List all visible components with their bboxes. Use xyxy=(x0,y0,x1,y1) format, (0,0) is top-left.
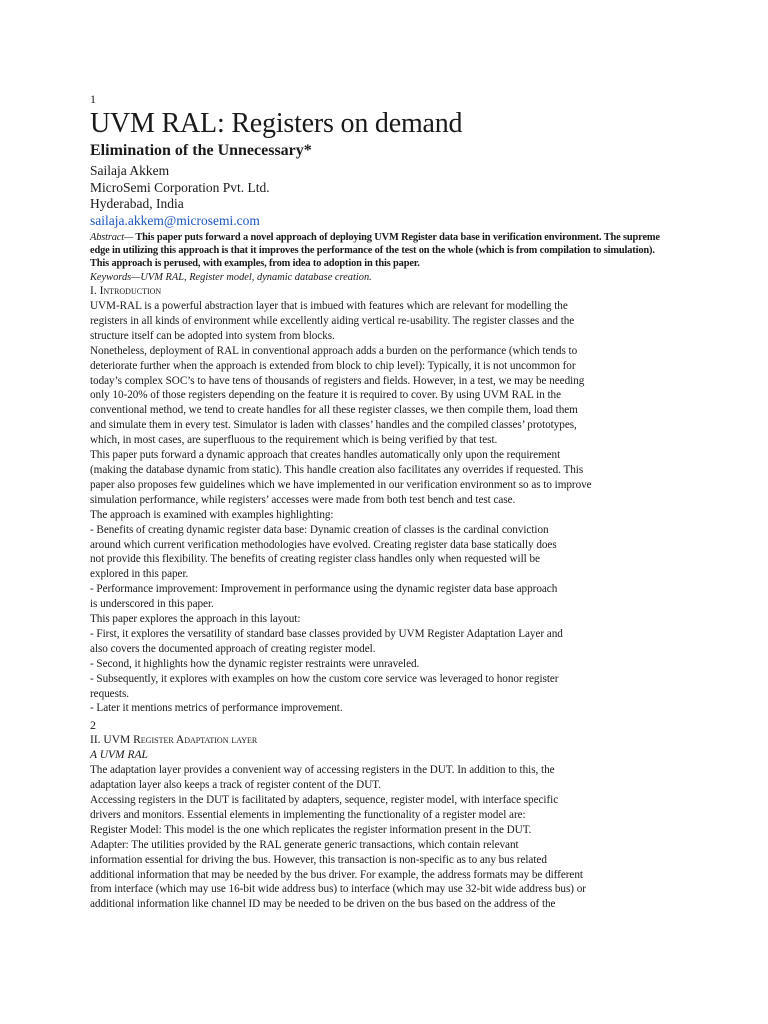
text-line: The approach is examined with examples highlighting: xyxy=(90,508,334,521)
text-line: from interface (which may use 16-bit wide address bus) to interface (which may use 32-bit wide address bus) or xyxy=(90,883,586,896)
text-line: additional information that may be needed by the bus driver. For example, the address formats may be different xyxy=(90,868,583,881)
text-line: not provide this flexibility. The benefits of creating register class handles only when requested will be xyxy=(90,553,540,566)
keywords: Keywords—UVM RAL, Register model, dynamic database creation. xyxy=(90,271,372,283)
author-location: Hyderabad, India xyxy=(90,196,184,211)
text-line: and simulate them in every test. Simulator is laden with classes’ handles and the compiled classes’ prototypes, xyxy=(90,419,577,432)
paper-content xyxy=(90,92,670,912)
page-number: 1 xyxy=(90,92,96,106)
text-line: Nonetheless, deployment of RAL in conventional approach adds a burden on the performance (which tends to xyxy=(90,344,578,357)
text-line: The adaptation layer provides a convenient way of accessing registers in the DUT. In addition to this, the xyxy=(90,764,555,777)
text-line: - First, it explores the versatility of standard base classes provided by UVM Register Adaptation Layer and xyxy=(90,627,563,640)
text-line: registers in all kinds of environment while excellently aiding vertical re-usability. The register classes and the xyxy=(90,314,575,327)
author-name: Sailaja Akkem xyxy=(90,163,170,178)
text-line: - Performance improvement: Improvement in performance using the dynamic register data base approach xyxy=(90,583,558,596)
text-line: Register Model: This model is the one which replicates the register information present in the DUT. xyxy=(90,823,532,836)
abstract xyxy=(90,231,670,271)
text-line: structure itself can be adopted into system from blocks. xyxy=(90,329,335,342)
text-line: - Subsequently, it explores with examples on how the custom core service was leveraged to honor register xyxy=(90,672,559,685)
author-organization: MicroSemi Corporation Pvt. Ltd. xyxy=(90,179,270,195)
abstract-text: This paper puts forward a novel approach of deploying UVM Register data base in verification environment. The supreme edge in utilizing this approach is that it improves the performance of the test on the whole (which is from compilation to simulation). This approach is perused, with examples, from idea to adoption in this paper. xyxy=(90,232,660,270)
adaptation-layer-body xyxy=(90,763,670,912)
author-email-link[interactable]: sailaja.akkem@microsemi.com xyxy=(90,212,260,228)
text-line: simulation performance, while registers’ accesses were made from both test bench and test case. xyxy=(90,493,516,506)
text-line: information essential for driving the bus. However, this transaction is non-specific as to any bus related xyxy=(90,853,547,866)
text-line: paper also proposes few guidelines which we have implemented in our verification environment so as to improve xyxy=(90,478,592,491)
text-line: around which current verification methodologies have evolved. Creating register data base statically does xyxy=(90,538,557,551)
paper-title: UVM RAL: Registers on demand xyxy=(90,108,463,139)
text-line: today’s complex SOC’s to have tens of thousands of registers and fields. However, in a test, we may be needing xyxy=(90,374,585,387)
introduction-body xyxy=(90,299,670,716)
section-heading-adaptation-layer: II. UVM Register Adaptation layer xyxy=(90,734,258,747)
text-line: requests. xyxy=(90,687,130,700)
text-line: - Second, it highlights how the dynamic register restraints were unraveled. xyxy=(90,657,420,670)
text-line: (making the database dynamic from static). This handle creation also facilitates any overrides if requested. This xyxy=(90,463,584,476)
text-line: adaptation layer also keeps a track of register content of the DUT. xyxy=(90,779,381,792)
text-line: This paper puts forward a dynamic approach that creates handles automatically only upon the requirement xyxy=(90,449,561,462)
text-line: drivers and monitors. Essential elements in implementing the functionality of a register model are: xyxy=(90,808,526,821)
text-line: Accessing registers in the DUT is facilitated by adapters, sequence, register model, with interface specific xyxy=(90,794,559,807)
page-number: 2 xyxy=(90,718,96,733)
subsection-heading-uvm-ral: A UVM RAL xyxy=(90,749,148,762)
text-line: only 10-20% of those registers depending on the feature it is required to cover. By using UVM RAL in the xyxy=(90,389,562,402)
text-line: UVM-RAL is a powerful abstraction layer that is imbued with features which are relevant for modelling the xyxy=(90,300,568,313)
text-line: also covers the documented approach of creating register model. xyxy=(90,642,376,655)
text-line: - Later it mentions metrics of performance improvement. xyxy=(90,702,343,715)
text-line: - Benefits of creating dynamic register data base: Dynamic creation of classes is the cardinal conviction xyxy=(90,523,549,536)
section-heading-introduction: I. Introduction xyxy=(90,285,162,298)
text-line: conventional method, we tend to create handles for all these register classes, we then compile them, load them xyxy=(90,404,578,417)
text-line: is underscored in this paper. xyxy=(90,598,214,611)
text-line: additional information like channel ID may be needed to be driven on the bus based on the address of the xyxy=(90,898,556,911)
text-line: Adapter: The utilities provided by the RAL generate generic transactions, which contain relevant xyxy=(90,838,519,851)
text-line: explored in this paper. xyxy=(90,568,189,581)
paper-subtitle: Elimination of the Unnecessary* xyxy=(90,142,312,159)
abstract-label: Abstract— xyxy=(90,232,134,243)
text-line: deteriorate further when the approach is extended from block to chip level): Typically, it is not uncommon for xyxy=(90,359,576,372)
text-line: This paper explores the approach in this layout: xyxy=(90,613,301,626)
text-line: which, in most cases, are superfluous to the requirement which is being verified by that test. xyxy=(90,434,498,447)
